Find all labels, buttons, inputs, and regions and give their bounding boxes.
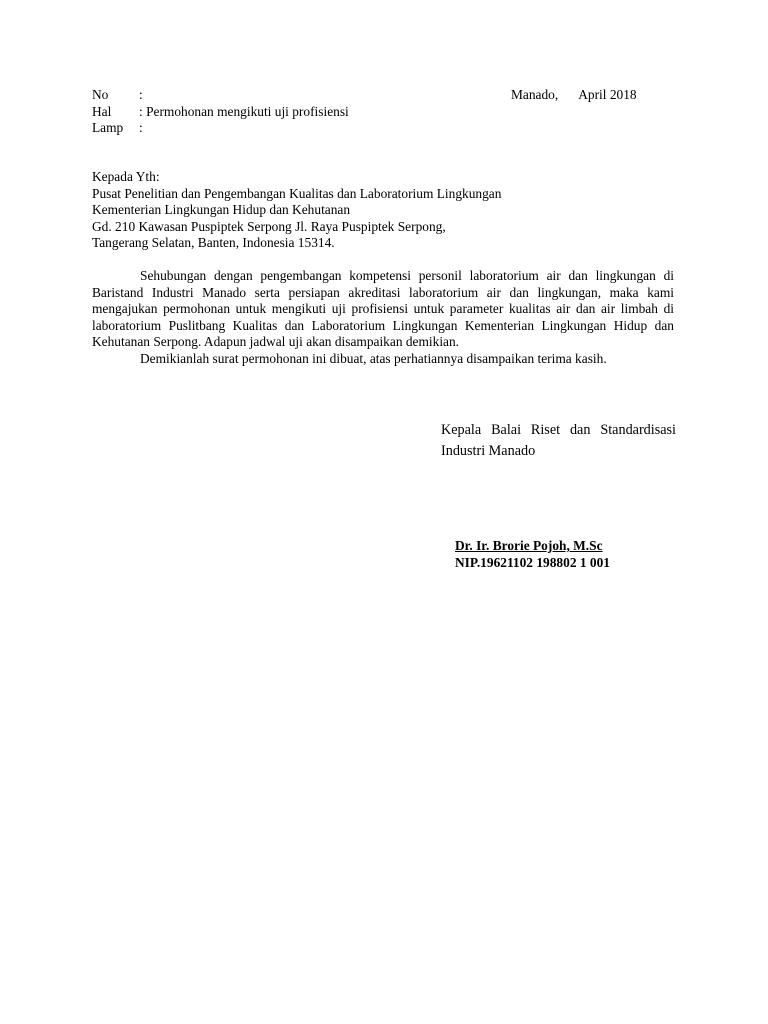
letter-body (92, 268, 674, 367)
recipient-line: Pusat Penelitian dan Pengembangan Kualitas dan Laboratorium Lingkungan (92, 185, 502, 201)
signatory-title: Kepala Balai Riset dan Standardisasi Industri Manado (441, 422, 676, 459)
attachment-row (92, 120, 682, 137)
signatory-nip: NIP.19621102 198802 1 001 (455, 555, 610, 570)
signatory-name: Dr. Ir. Brorie Pojoh, M.Sc (455, 538, 603, 553)
attachment-label: Lamp (92, 120, 124, 135)
body-paragraph: Sehubungan dengan pengembangan kompetensi personil laboratorium air dan lingkungan di Baristand Industri Manado serta persiapan akreditasi laboratorium air dan lingkungan, maka kami mengajukan permohonan untuk mengikuti uji profisiensi untuk parameter kualitas air dan air limbah di laboratorium Puslitbang Kualitas dan Laboratorium Lingkungan Kementerian Lingkungan Hidup dan Kehutanan Serpong. Adapun jadwal uji akan disampaikan demikian. (92, 268, 674, 349)
place-date (511, 87, 637, 103)
recipient-line: Tangerang Selatan, Banten, Indonesia 15314. (92, 235, 335, 250)
recipient-block (92, 169, 682, 252)
recipient-line: Gd. 210 Kawasan Puspiptek Serpong Jl. Raya Puspiptek Serpong, (92, 218, 446, 234)
place: Manado, (511, 87, 559, 102)
attachment-value: : (139, 120, 143, 135)
signatory-block (455, 537, 610, 571)
closing-paragraph: Demikianlah surat permohonan ini dibuat, atas perhatiannya disampaikan terima kasih. (140, 350, 607, 366)
recipient-line: Kementerian Lingkungan Hidup dan Kehutanan (92, 202, 351, 217)
number-label: No (92, 87, 109, 102)
subject-label: Hal (92, 103, 112, 119)
number-value: : (139, 87, 143, 102)
date: April 2018 (578, 87, 637, 102)
greeting: Kepada Yth: (92, 169, 160, 184)
subject-row (92, 104, 682, 121)
subject-value: : Permohonan mengikuti uji profisiensi (139, 103, 349, 119)
